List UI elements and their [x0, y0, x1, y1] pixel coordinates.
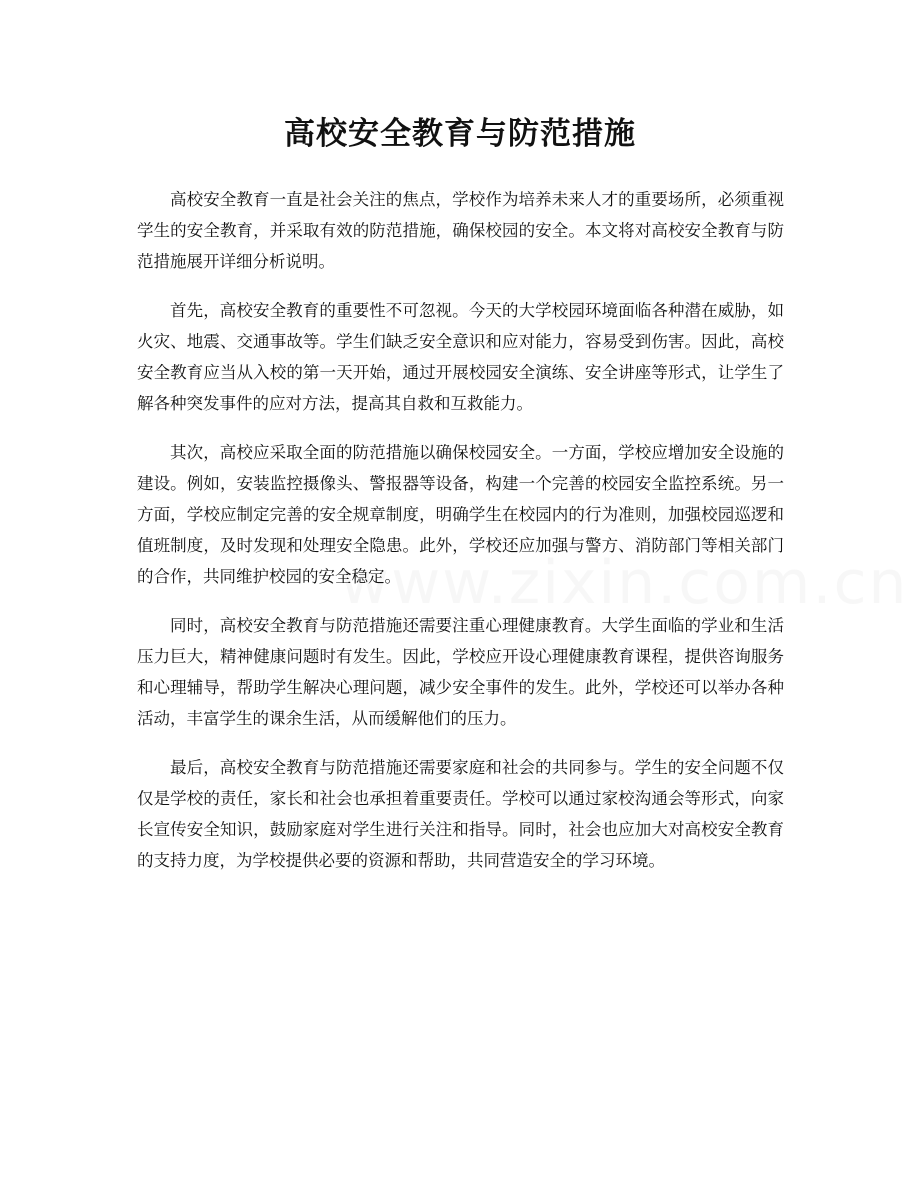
document-title: 高校安全教育与防范措施	[284, 116, 636, 152]
paragraph-importance: 首先，高校安全教育的重要性不可忽视。今天的大学校园环境面临各种潜在威胁，如火灾、地震、交通事故等。学生们缺乏安全意识和应对能力，容易受到伤害。因此，高校安全教育应当从入校的第一天开始，通过开展校园安全演练、安全讲座等形式，让学生了解各种突发事件的应对方法，提高其自救和互救能力。	[137, 301, 784, 413]
watermark: www.zixin.com.cn	[340, 548, 909, 618]
document-body	[137, 184, 784, 894]
paragraph-mental-health: 同时，高校安全教育与防范措施还需要注重心理健康教育。大学生面临的学业和生活压力巨大，精神健康问题时有发生。因此，学校应开设心理健康教育课程，提供咨询服务和心理辅导，帮助学生解决心理问题，减少安全事件的发生。此外，学校还可以举办各种活动，丰富学生的课余生活，从而缓解他们的压力。	[137, 616, 784, 728]
paragraph-intro: 高校安全教育一直是社会关注的焦点，学校作为培养未来人才的重要场所，必须重视学生的安全教育，并采取有效的防范措施，确保校园的安全。本文将对高校安全教育与防范措施展开详细分析说明。	[137, 190, 784, 271]
paragraph-measures: 其次，高校应采取全面的防范措施以确保校园安全。一方面，学校应增加安全设施的建设。例如，安装监控摄像头、警报器等设备，构建一个完善的校园安全监控系统。另一方面，学校应制定完善的安全规章制度，明确学生在校园内的行为准则，加强校园巡逻和值班制度，及时发现和处理安全隐患。此外，学校还应加强与警方、消防部门等相关部门的合作，共同维护校园的安全稳定。	[137, 443, 784, 586]
paragraph-family-society: 最后，高校安全教育与防范措施还需要家庭和社会的共同参与。学生的安全问题不仅仅是学校的责任，家长和社会也承担着重要责任。学校可以通过家校沟通会等形式，向家长宣传安全知识，鼓励家庭对学生进行关注和指导。同时，社会也应加大对高校安全教育的支持力度，为学校提供必要的资源和帮助，共同营造安全的学习环境。	[137, 758, 784, 870]
